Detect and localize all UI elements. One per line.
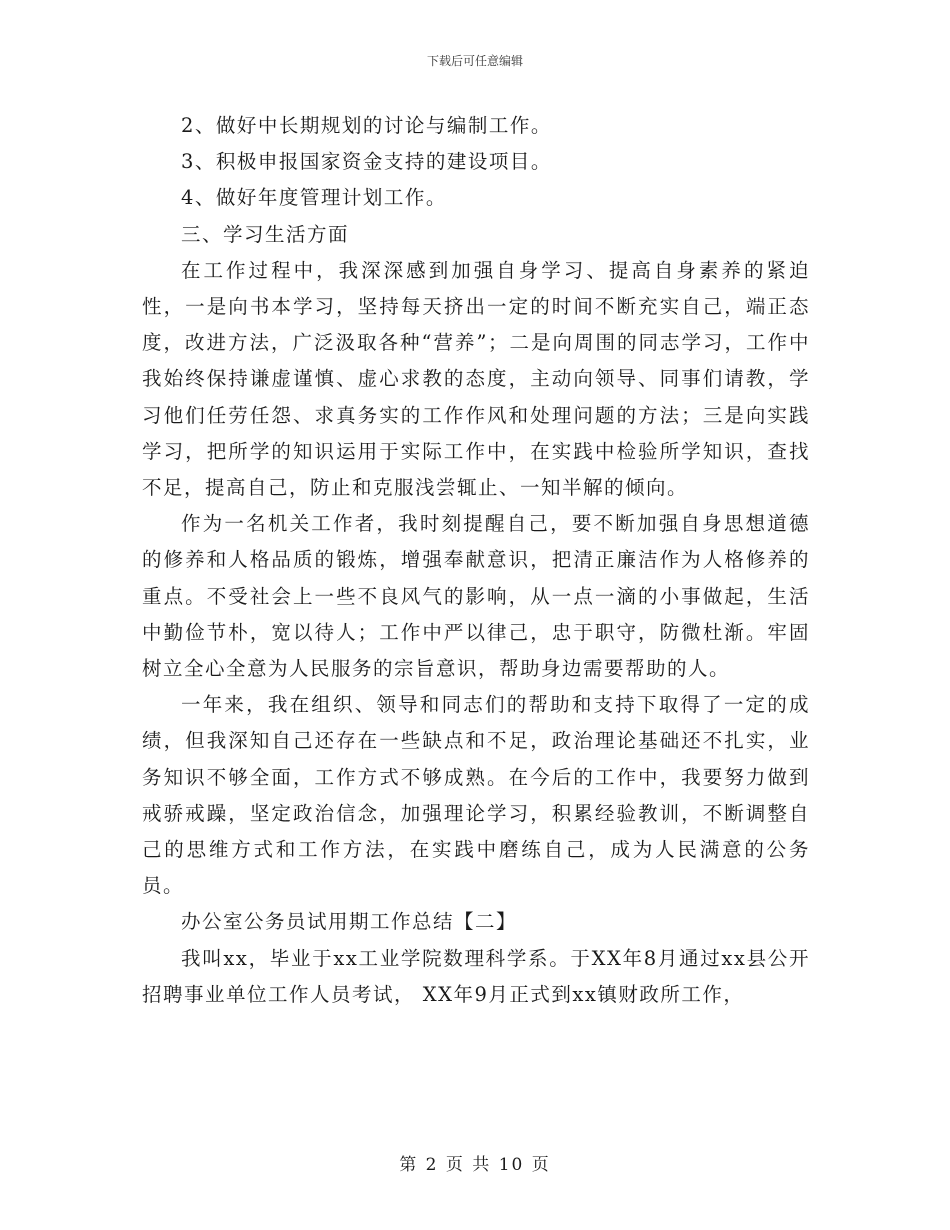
page-number: 第 2 页 共 10 页 xyxy=(399,1155,551,1175)
list-item: 2、做好中长期规划的讨论与编制工作。 xyxy=(181,114,552,137)
section-title: 办公室公务员试用期工作总结【二】 xyxy=(181,910,518,934)
section-heading: 三、学习生活方面 xyxy=(181,222,350,246)
list-item: 4、做好年度管理计划工作。 xyxy=(181,186,447,210)
document-body xyxy=(142,108,810,1013)
paragraph: 一年来，我在组织、领导和同志们的帮助和支持下取得了一定的成绩，但我深知自己还存在一些缺点和不足，政治理论基础还不扎实，业务知识不够全面，工作方式不够成熟。在今后的工作中，我要努力做到戒骄戒躁，坚定政治信念，加强理论学习，积累经验教训，不断调整自己的思维方式和工作方法，在实践中磨练自己，成为人民满意的公务员。 xyxy=(142,693,810,898)
paragraph: 作为一名机关工作者，我时刻提醒自己，要不断加强自身思想道德的修养和人格品质的锻炼，增强奉献意识，把清正廉洁作为人格修养的重点。不受社会上一些不良风气的影响，从一点一滴的小事做起，生活中勤俭节朴，宽以待人；工作中严以律己，忠于职守，防微杜渐。牢固树立全心全意为人民服务的宗旨意识，帮助身边需要帮助的人。 xyxy=(142,512,810,681)
paragraph: 在工作过程中，我深深感到加强自身学习、提高自身素养的紧迫性，一是向书本学习，坚持每天挤出一定的时间不断充实自己，端正态度，改进方法，广泛汲取各种“营养”；二是向周围的同志学习，工作中我始终保持谦虚谨慎、虚心求教的态度，主动向领导、同事们请教，学习他们任劳任怨、求真务实的工作作风和处理问题的方法；三是向实践学习，把所学的知识运用于实际工作中，在实践中检验所学知识，查找不足，提高自己，防止和克服浅尝辄止、一知半解的倾向。 xyxy=(142,258,810,500)
page-header: 下载后可任意编辑 xyxy=(426,54,523,68)
list-item: 3、积极申报国家资金支持的建设项目。 xyxy=(181,150,552,174)
paragraph: 我叫xx，毕业于xx工业学院数理科学系。于XX年8月通过xx县公开招聘事业单位工作人员考试， XX年9月正式到xx镇财政所工作， xyxy=(142,946,810,1006)
